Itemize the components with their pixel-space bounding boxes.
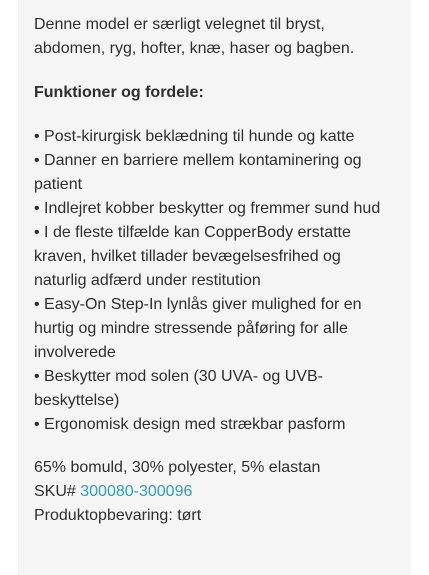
intro-text: Denne model er særligt velegnet til bryst, abdomen, ryg, hofter, knæ, haser og bagben.: [34, 16, 355, 57]
feature-item: • Beskytter mod solen (30 UVA- og UVB-beskyttelse): [34, 368, 323, 409]
feature-item: • Easy-On Step-In lynlås giver mulighed for en hurtig og mindre stressende påføring for alle involverede: [34, 296, 362, 361]
sku-row: [34, 480, 397, 504]
feature-item: • I de fleste tilfælde kan CopperBody erstatte kraven, hvilket tillader bevægelsesfrihed og naturlig adfærd under restitution: [34, 224, 351, 289]
product-details: [34, 456, 397, 528]
feature-item: • Post-kirurgisk beklædning til hunde og katte: [34, 128, 355, 145]
storage-info: Produktopbevaring: tørt: [34, 507, 202, 524]
feature-item: • Indlejret kobber beskytter og fremmer sund hud: [34, 200, 381, 217]
product-description-panel: [18, 0, 411, 575]
material-composition: 65% bomuld, 30% polyester, 5% elastan: [34, 459, 321, 476]
features-heading: Funktioner og fordele:: [34, 84, 204, 101]
sku-link[interactable]: 300080-300096: [80, 483, 193, 500]
feature-item: • Ergonomisk design med strækbar pasform: [34, 416, 346, 433]
sku-label: SKU#: [34, 483, 76, 500]
feature-item: • Danner en barriere mellem kontaminering og patient: [34, 152, 362, 193]
features-list: [34, 125, 397, 437]
